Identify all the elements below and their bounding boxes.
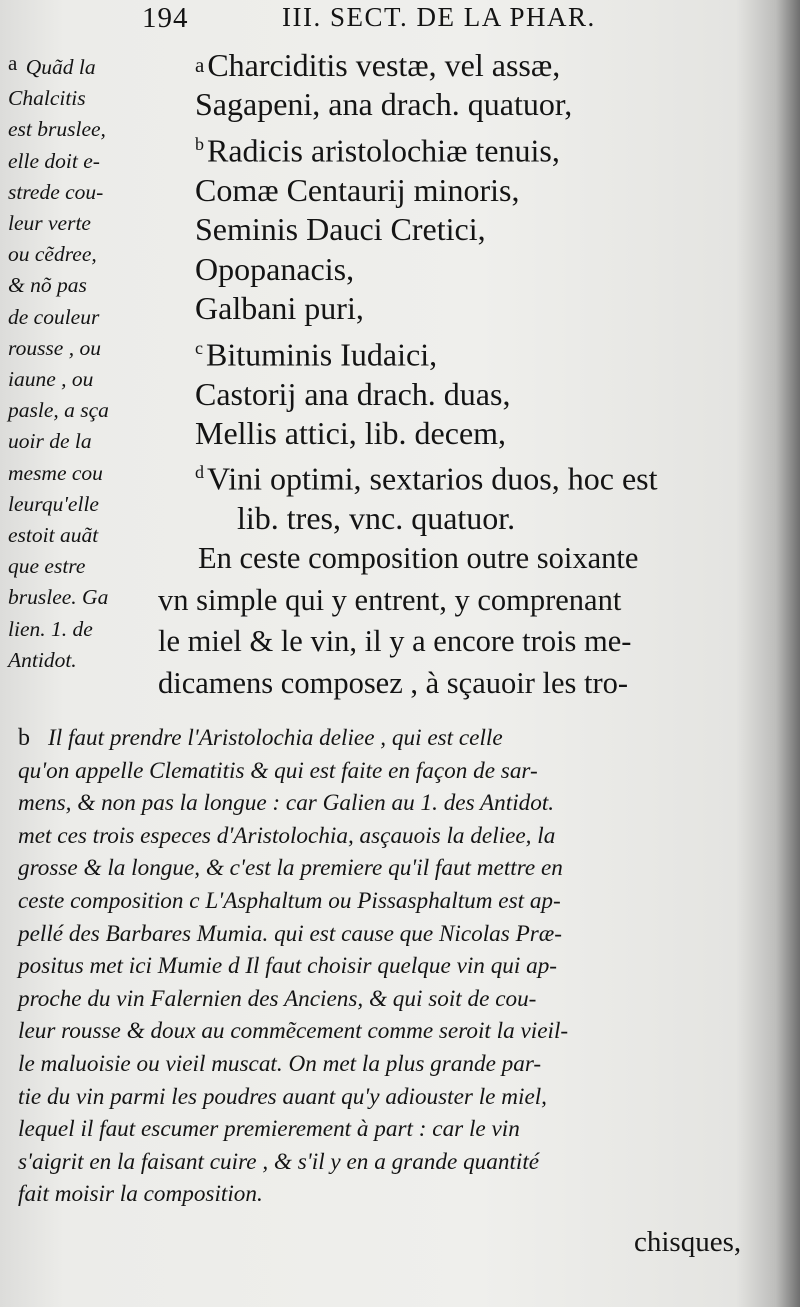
section-title: III. SECT. DE LA PHAR. — [282, 2, 596, 32]
margin-note-line: lien. 1. de — [8, 616, 93, 641]
footnote-marker: c — [195, 337, 203, 358]
commentary-line: dicamens composez , à sçauoir les tro- — [158, 665, 629, 700]
recipe-line: $^c$Bituminis Iudaici, — [195, 336, 438, 373]
commentary-line: En ceste composition outre soixante — [198, 541, 639, 575]
recipe-line: Mellis attici, lib. decem, — [195, 414, 507, 451]
margin-note-line: que estre — [8, 554, 86, 579]
footnote-line: mens, & non pas la longue : car Galien au 1. des Antidot. — [18, 790, 555, 817]
footnote-line: met ces trois especes d'Aristolochia, asçauois la deliee, la — [18, 822, 556, 849]
recipe-line: aCharciditis vestæ, vel assæ, — [195, 47, 561, 83]
recipe-line: $^d$Vini optimi, sextarios duos, hoc est — [195, 461, 658, 498]
footnote-marker: a — [195, 53, 205, 77]
footnote-marker: d — [195, 462, 204, 483]
recipe-line: Galbani puri, — [195, 290, 364, 327]
margin-note-line: & nõ pas — [8, 273, 87, 298]
margin-note-line: estoit auãt — [8, 523, 99, 548]
footnote-marker: b — [18, 725, 30, 751]
margin-note-line: elle doit e- — [8, 148, 100, 173]
margin-note-line: est bruslee, — [8, 117, 106, 142]
margin-note-line: bruslee. Ga — [8, 585, 109, 610]
recipe-line: Castorij ana drach. duas, — [195, 375, 511, 412]
margin-note-line: iaune , ou — [8, 367, 94, 392]
recipe-line: lib. tres, vnc. quatuor. — [237, 500, 516, 537]
margin-note-line: Chalcitis — [8, 86, 86, 111]
catchword: chisques, — [634, 1226, 742, 1258]
recipe-line: Comæ Centaurij minoris, — [195, 171, 520, 208]
footnote-line: tie du vin parmi les poudres auant qu'y adiouster le miel, — [18, 1083, 547, 1110]
margin-note-line: rousse , ou — [8, 335, 101, 360]
footnote-marker: b — [195, 133, 204, 154]
footnote-line: qu'on appelle Clematitis & qui est faite en façon de sar- — [18, 757, 538, 784]
margin-note-line: ou cẽdree, — [8, 242, 97, 267]
margin-note-line: leur verte — [8, 211, 91, 236]
footnote-line: leur rousse & doux au commẽcement comme seroit la vieil- — [18, 1018, 569, 1045]
running-head — [0, 0, 800, 42]
recipe-ingredients — [195, 46, 795, 539]
commentary-line: vn simple qui y entrent, y comprenant — [158, 582, 622, 617]
footnote-line: s'aigrit en la faisant cuire , & s'il y en a grande quantité — [18, 1148, 540, 1175]
margin-note — [8, 48, 158, 676]
footnote-line: proche du vin Falernien des Anciens, & qui soit de cou- — [18, 985, 537, 1012]
margin-note-line: uoir de la — [8, 429, 92, 454]
margin-note-line: pasle, a sça — [8, 398, 109, 423]
footnote-line: pellé des Barbares Mumia. qui est cause que Nicolas Præ- — [18, 920, 562, 947]
footnote-line: grosse & la longue, & c'est la premiere qu'il faut mettre en — [18, 855, 563, 882]
commentary-paragraph — [158, 538, 768, 704]
footnote-line: lequel il faut escumer premierement à part : car le vin — [18, 1116, 520, 1143]
note-marker: a — [8, 51, 18, 75]
margin-note-line: strede cou- — [8, 179, 104, 204]
footnote-line: positus met ici Mumie d Il faut choisir quelque vin qui ap- — [18, 953, 558, 980]
commentary-line: le miel & le vin, il y a encore trois me- — [158, 624, 632, 658]
page-number: 194 — [142, 2, 189, 34]
recipe-line: Sagapeni, ana drach. quatuor, — [195, 86, 573, 123]
footnote-line: le maluoisie ou vieil muscat. On met la plus grande par- — [18, 1050, 542, 1077]
margin-note-line: de couleur — [8, 304, 100, 329]
recipe-line: Opopanacis, — [195, 250, 355, 287]
margin-note-line: leurqu'elle — [8, 491, 99, 516]
footnotes — [18, 722, 778, 1211]
margin-note-line: Antidot. — [8, 647, 77, 672]
footnote-line: ceste composition c L'Asphaltum ou Pissasphaltum est ap- — [18, 887, 561, 914]
footnote-line: fait moisir la composition. — [18, 1181, 263, 1208]
margin-note-line: mesme cou — [8, 460, 103, 485]
footnote-line: b Il faut prendre l'Aristolochia deliee , qui est celle — [18, 725, 503, 751]
recipe-line: $^b$Radicis aristolochiæ tenuis, — [195, 132, 560, 169]
margin-note-line: a Quãd la — [8, 51, 96, 79]
recipe-line: Seminis Dauci Cretici, — [195, 211, 486, 248]
